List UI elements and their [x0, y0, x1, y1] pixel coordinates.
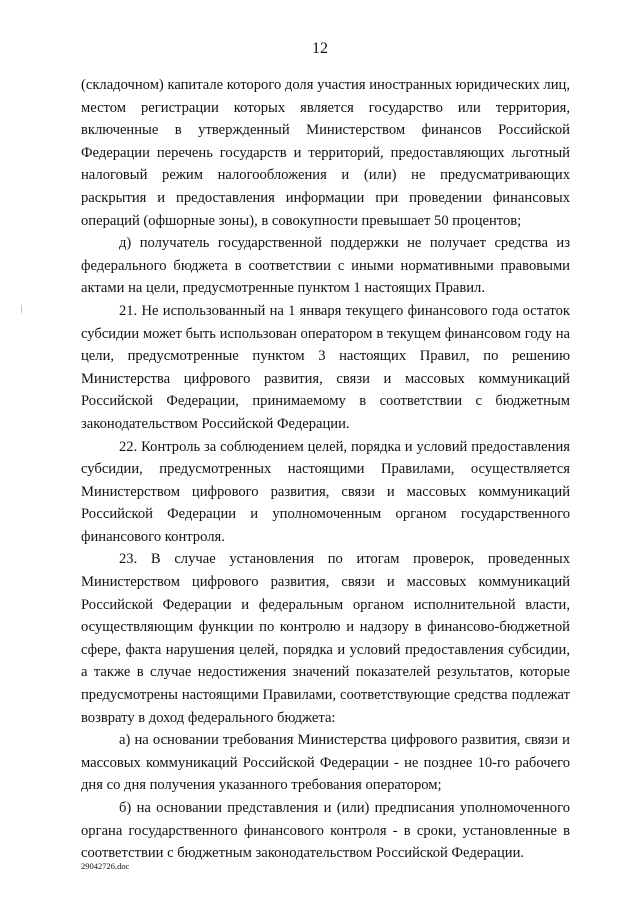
paragraph-23: 23. В случае установления по итогам проверок, проведенных Министерством цифрового развития, связи и массовых коммуникаций Российской Федерации и федеральным органом исполнительной власти, осуществляющим функции по контролю и надзору в финансово-бюджетной сфере, факта нарушения целей, порядка и условий предоставления субсидии, а также в случае недостижения значений показателей результатов, которые предусмотрены настоящими Правилами, соответствующие средства подлежат возврату в доход федерального бюджета:: [81, 551, 570, 726]
page-number: 12: [312, 40, 328, 57]
paragraph-continuation: (складочном) капитале которого доля участия иностранных юридических лиц, местом регистрации которых является государство или территория, включенные в утвержденный Министерством финансов Российской Федерации перечень государств и территорий, предоставляющих льготный налоговый режим налогообложения и (или) не предусматривающих раскрытия и предоставления информации при проведении финансовых операций (офшорные зоны), в совокупности превышает 50 процентов;: [81, 77, 570, 229]
margin-mark: [21, 305, 22, 313]
footer-file-name: 29042726.doc: [81, 861, 130, 871]
paragraph-21: 21. Не использованный на 1 января текущего финансового года остаток субсидии может быть использован оператором в текущем финансовом году на цели, предусмотренные пунктом 3 настоящих Правил, по решению Министерства цифрового развития, связи и массовых коммуникаций Российской Федерации, принимаемому в соответствии с бюджетным законодательством Российской Федерации.: [81, 302, 570, 432]
paragraph-23-item-a: а) на основании требования Министерства цифрового развития, связи и массовых коммуникаций Российской Федерации - не позднее 10-го рабочего дня со дня получения указанного требования оператором;: [81, 732, 570, 794]
paragraph-23-item-b: б) на основании представления и (или) предписания уполномоченного органа государственного финансового контроля - в сроки, установленные в соответствии с бюджетным законодательством Российской Федерации.: [81, 800, 570, 862]
paragraph-item-d: д) получатель государственной поддержки не получает средства из федерального бюджета в соответствии с иными нормативными правовыми актами на цели, предусмотренные пунктом 1 настоящих Правил.: [81, 235, 570, 297]
document-body: [81, 74, 570, 865]
paragraph-22: 22. Контроль за соблюдением целей, порядка и условий предоставления субсидии, предусмотренных настоящими Правилами, осуществляется Министерством цифрового развития, связи и массовых коммуникаций Российской Федерации и уполномоченным органом государственного финансового контроля.: [81, 438, 570, 545]
